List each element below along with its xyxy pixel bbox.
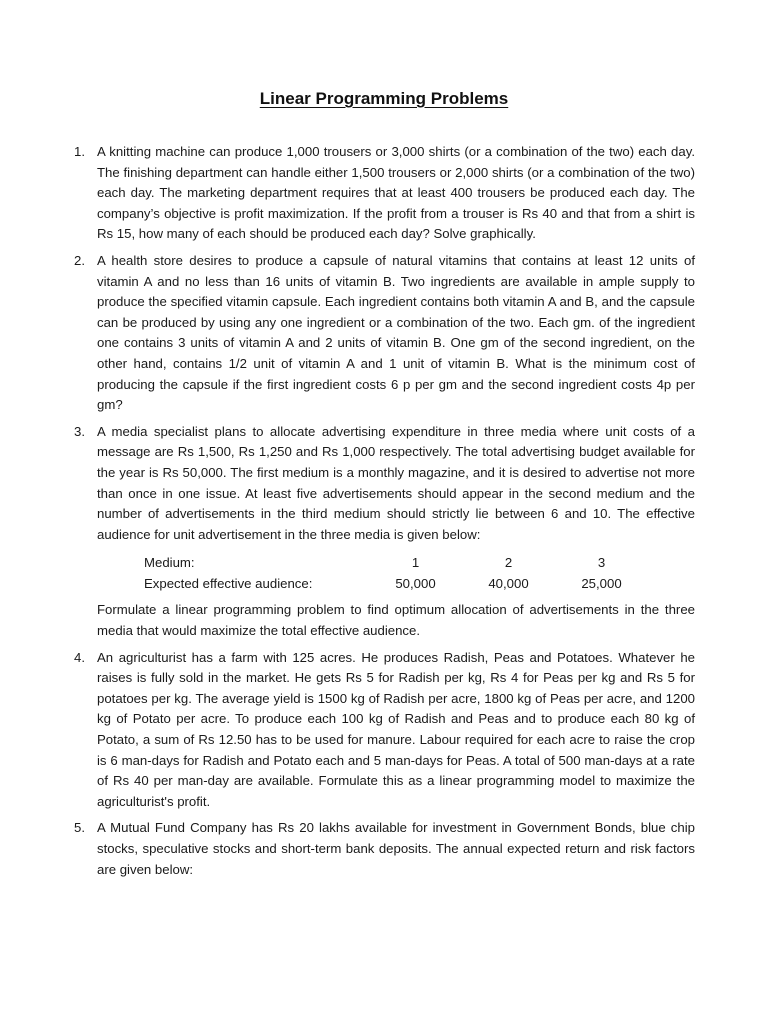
audience-1: 50,000 [395, 575, 436, 591]
medium-label: Medium: [144, 555, 195, 571]
audience-label: Expected effective audience: [144, 575, 313, 591]
problem-number: 1. [74, 144, 85, 159]
medium-3: 3 [597, 555, 606, 571]
problem-text: An agriculturist has a farm with 125 acres. He produces Radish, Peas and Potatoes. Whatever he raises is fully sold in the market. He gets Rs 5 for Radish per kg, Rs 4 for Peas per kg and Rs 5 for potatoes per kg. The average yield is 1500 kg of Radish per acre, 1800 kg of Peas per acre, and 1200 kg of Potato per acre. To produce each 100 kg of Radish and Peas and to produce each 80 kg of Potato, a sum of Rs 12.50 has to be used for manure. Labour required for each acre to raise the crop is 6 man-days for Radish and Potato each and 5 man-days for Peas. A total of 500 man-days at a rate of Rs 40 per man-day are available. Formulate this as a linear programming model to maximize the agriculturist's profit. [97, 649, 695, 809]
problem-list [0, 142, 768, 886]
media-audience-table [144, 553, 648, 594]
table-row [144, 574, 648, 595]
problem-number: 3. [74, 423, 85, 439]
problem-text: A media specialist plans to allocate advertising expenditure in three media where unit costs of a message are Rs 1,500, Rs 1,250 and Rs 1,000 respectively. The total advertising budget available for the year is Rs 50,000. The first medium is a monthly magazine, and it is desired to advertise not more than once in one issue. At least five advertisements should appear in the second medium and the number of advertisements in the third medium should strictly lie between 6 and 10. The effective audience for unit advertisement in the three media is given below: [97, 423, 695, 542]
problem-item [0, 142, 768, 245]
problem-number: 2. [74, 252, 85, 268]
problem-item [0, 648, 768, 813]
table-row [144, 553, 648, 574]
problem-followup-text: Formulate a linear programming problem to find optimum allocation of advertisements in the three media that would maximize the total effective audience. [97, 602, 695, 639]
problem-text: A Mutual Fund Company has Rs 20 lakhs available for investment in Government Bonds, blue chip stocks, speculative stocks and short-term bank deposits. The annual expected return and risk factors are given below: [97, 820, 695, 877]
problem-item [0, 818, 768, 880]
medium-1: 1 [411, 555, 420, 571]
problem-text: A health store desires to produce a capsule of natural vitamins that contains at least 12 units of vitamin A and no less than 16 units of vitamin B. Two ingredients are available in ample supply to produce the specified vitamin capsule. Each ingredient contains both vitamin A and B, and the capsule can be produced by using any one ingredient or a combination of the two. Each gm. of the ingredient one contains 3 units of vitamin A and 2 units of vitamin B. One gm of the second ingredient, on the other hand, contains 1/2 unit of vitamin A and 1 unit of vitamin B. What is the minimum cost of producing the capsule if the first ingredient costs 6 p per gm and the second ingredient costs 4p per gm? [97, 252, 695, 413]
audience-3: 25,000 [581, 575, 622, 591]
problem-text: A knitting machine can produce 1,000 trousers or 3,000 shirts (or a combination of the two) each day. The finishing department can handle either 1,500 trousers or 2,000 shirts (or a combination of the two) each day. The marketing department requires that at least 400 trousers be produced each day. The company’s objective is profit maximization. If the profit from a trouser is Rs 40 and that from a shirt is Rs 15, how many of each should be produced each day? Solve graphically. [97, 144, 695, 242]
audience-2: 40,000 [488, 575, 529, 591]
problem-item [0, 422, 768, 642]
medium-2: 2 [504, 555, 513, 571]
page-title: Linear Programming Problems [259, 89, 509, 108]
problem-item [0, 251, 768, 416]
problem-number: 4. [74, 649, 85, 665]
problem-number: 5. [74, 820, 85, 836]
